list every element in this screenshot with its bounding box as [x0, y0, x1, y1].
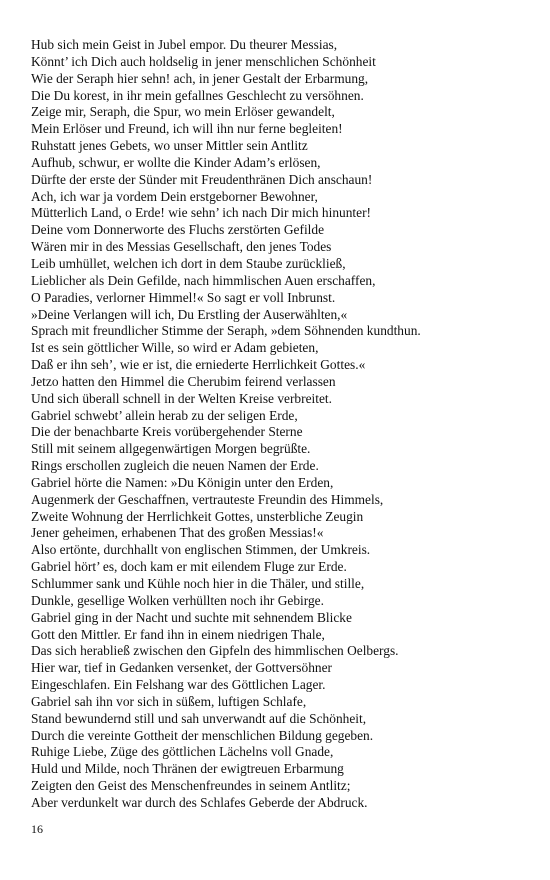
verse-line: O Paradies, verlorner Himmel!« So sagt er voll Inbrunst.: [31, 289, 336, 305]
verse-line: Das sich herabließ zwischen den Gipfeln des himmlischen Oelbergs.: [31, 643, 399, 659]
verse-line: Durch die vereinte Gottheit der menschlichen Bildung gegeben.: [31, 727, 374, 743]
verse-text: [31, 37, 531, 812]
verse-line: Jetzo hatten den Himmel die Cherubim feirend verlassen: [31, 373, 336, 389]
verse-line: Gabriel sah ihn vor sich in süßem, luftigen Schlafe,: [31, 693, 307, 709]
verse-line: Daß er ihn seh’, wie er ist, die erniederte Herrlichkeit Gottes.«: [31, 357, 366, 373]
verse-line: Zeige mir, Seraph, die Spur, wo mein Erlöser gewandelt,: [31, 104, 335, 120]
verse-line: Dunkle, gesellige Wolken verhüllten noch ihr Gebirge.: [31, 592, 324, 608]
verse-line: Rings erschollen zugleich die neuen Namen der Erde.: [31, 458, 319, 474]
verse-line: Gabriel ging in der Nacht und suchte mit sehnendem Blicke: [31, 609, 352, 625]
verse-line: Still mit seinem allgegenwärtigen Morgen begrüßte.: [31, 441, 311, 457]
verse-line: Ruhige Liebe, Züge des göttlichen Lächelns voll Gnade,: [31, 744, 334, 760]
verse-line: »Deine Verlangen will ich, Du Erstling der Auserwählten,«: [31, 306, 348, 322]
verse-line: Die Du korest, in ihr mein gefallnes Geschlecht zu versöhnen.: [31, 87, 364, 103]
verse-line: Hier war, tief in Gedanken versenket, der Gottversöhner: [31, 660, 333, 676]
verse-line: Mein Erlöser und Freund, ich will ihn nur ferne begleiten!: [31, 121, 343, 137]
verse-line: Sprach mit freundlicher Stimme der Seraph, »dem Söhnenden kundthun.: [31, 323, 421, 339]
verse-line: Gabriel schwebt’ allein herab zu der seligen Erde,: [31, 407, 298, 423]
verse-line: Aber verdunkelt war durch des Schlafes Geberde der Abdruck.: [31, 794, 368, 810]
verse-line: Ach, ich war ja vordem Dein erstgeborner Bewohner,: [31, 188, 318, 204]
verse-line: Gabriel hörte die Namen: »Du Königin unter den Erden,: [31, 474, 334, 490]
verse-line: Jener geheimen, erhabenen That des großen Messias!«: [31, 525, 324, 541]
verse-line: Dürfte der erste der Sünder mit Freudenthränen Dich anschaun!: [31, 171, 373, 187]
verse-line: Mütterlich Land, o Erde! wie sehn’ ich nach Dir mich hinunter!: [31, 205, 371, 221]
verse-line: Stand bewundernd still und sah unverwandt auf die Schönheit,: [31, 710, 367, 726]
verse-line: Aufhub, schwur, er wollte die Kinder Adam’s erlösen,: [31, 154, 321, 170]
verse-line: Augenmerk der Geschaffnen, vertrauteste Freundin des Himmels,: [31, 491, 384, 507]
verse-line: Deine vom Donnerworte des Fluchs zerstörten Gefilde: [31, 222, 325, 238]
verse-line: Gabriel hört’ es, doch kam er mit eilendem Fluge zur Erde.: [31, 559, 347, 575]
verse-line: Ruhstatt jenes Gebets, wo unser Mittler sein Antlitz: [31, 138, 308, 154]
verse-line: Ist es sein göttlicher Wille, so wird er Adam gebieten,: [31, 340, 319, 356]
verse-line: Schlummer sank und Kühle noch hier in die Thäler, und stille,: [31, 576, 365, 591]
verse-line: Huld und Milde, noch Thränen der ewigtreuen Erbarmung: [31, 761, 344, 777]
verse-line: Hub sich mein Geist in Jubel empor. Du theurer Messias,: [31, 37, 338, 52]
verse-line: Wären mir in des Messias Gesellschaft, den jenes Todes: [31, 239, 332, 255]
verse-line: Zeigten den Geist des Menschenfreundes in seinem Antlitz;: [31, 778, 351, 794]
verse-line: Lieblicher als Dein Gefilde, nach himmlischen Auen erschaffen,: [31, 272, 376, 288]
page-number: 16: [31, 822, 43, 836]
verse-line: Leib umhüllet, welchen ich dort in dem Staube zurückließ,: [31, 255, 346, 271]
verse-line: Zweite Wohnung der Herrlichkeit Gottes, unsterbliche Zeugin: [31, 508, 364, 524]
verse-line: Und sich überall schnell in der Welten Kreise verbreitet.: [31, 390, 332, 406]
verse-line: Die der benachbarte Kreis vorübergehender Sterne: [31, 424, 303, 440]
verse-line: Wie der Seraph hier sehn! ach, in jener Gestalt der Erbarmung,: [31, 70, 369, 86]
verse-line: Könnt’ ich Dich auch holdselig in jener menschlichen Schönheit: [31, 53, 376, 69]
verse-line: Eingeschlafen. Ein Felshang war des Göttlichen Lager.: [31, 677, 326, 693]
verse-line: Gott den Mittler. Er fand ihn in einem niedrigen Thale,: [31, 626, 325, 642]
verse-line: Also ertönte, durchhallt von englischen Stimmen, der Umkreis.: [31, 542, 371, 558]
